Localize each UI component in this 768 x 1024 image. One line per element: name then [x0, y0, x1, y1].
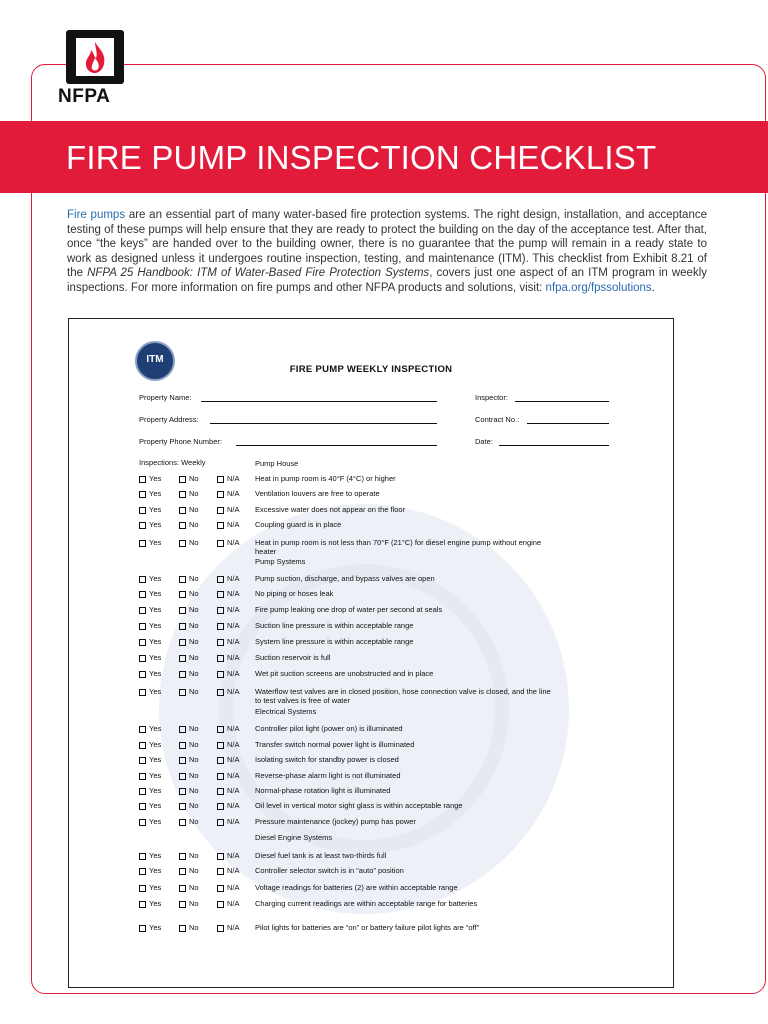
option-label: Yes [149, 505, 162, 514]
no-option[interactable] [179, 724, 199, 733]
na-option[interactable] [217, 851, 240, 860]
option-label: Yes [149, 786, 162, 795]
checkbox-icon[interactable] [139, 788, 146, 795]
item-text: Voltage readings for batteries (2) are within acceptable range [255, 883, 458, 892]
no-option[interactable] [179, 923, 199, 932]
option-label: No [189, 786, 199, 795]
checkbox-icon[interactable] [179, 689, 186, 696]
option-label: N/A [227, 653, 240, 662]
yes-option[interactable] [139, 589, 161, 598]
no-option[interactable] [179, 520, 199, 529]
no-option[interactable] [179, 621, 199, 630]
item-text: Suction line pressure is within acceptable range [255, 621, 414, 630]
flame-icon [76, 38, 114, 76]
option-label: N/A [227, 899, 240, 908]
checkbox-icon[interactable] [179, 788, 186, 795]
option-label: Yes [149, 866, 162, 875]
checkbox-icon[interactable] [139, 540, 146, 547]
yes-option[interactable] [139, 621, 161, 630]
item-text: Pilot lights for batteries are “on” or battery failure pilot lights are “off” [255, 923, 480, 932]
na-option[interactable] [217, 866, 240, 875]
handbook-title: NFPA 25 Handbook: ITM of Water-Based Fire Protection Systems [87, 267, 430, 280]
option-label: No [189, 621, 199, 630]
checkbox-icon[interactable] [179, 655, 186, 662]
option-label: No [189, 637, 199, 646]
item-text: Heat in pump room is not less than 70°F (21°C) for diesel engine pump without engine heater [255, 538, 542, 556]
option-label: N/A [227, 687, 240, 696]
checkbox-icon[interactable] [217, 491, 224, 498]
checkbox-icon[interactable] [179, 868, 186, 875]
item-text: Oil level in vertical motor sight glass is within acceptable range [255, 801, 463, 810]
checkbox-icon[interactable] [139, 742, 146, 749]
yes-option[interactable] [139, 505, 161, 514]
intro-text-1: are an essential part of many water-based fire protection systems. The right design, installation, and acceptance testing of these pumps will help ensure that they are ready to protect the building on the day of the acceptance test. After that, once “the keys” are handed over to the building owner, there is no guarantee that the pump will remain in a ready state to work as designed unless it undergoes routine inspection, testing, and maintenance (ITM). This checklist from Exhibit 8.21 of the [67, 209, 707, 280]
option-label: No [189, 801, 199, 810]
option-label: N/A [227, 574, 240, 583]
checkbox-icon[interactable] [217, 623, 224, 630]
contract-no-field[interactable] [527, 423, 609, 424]
checkbox-icon[interactable] [217, 655, 224, 662]
na-option[interactable] [217, 786, 240, 795]
yes-option[interactable] [139, 637, 161, 646]
checkbox-icon[interactable] [139, 576, 146, 583]
option-label: Yes [149, 899, 162, 908]
property-phone-label: Property Phone Number: [139, 437, 222, 446]
checkbox-icon[interactable] [217, 671, 224, 678]
checkbox-icon[interactable] [217, 639, 224, 646]
checkbox-icon[interactable] [179, 901, 186, 908]
item-text: Wet pit suction screens are unobstructed and in place [255, 669, 434, 678]
checkbox-icon[interactable] [217, 868, 224, 875]
option-label: No [189, 755, 199, 764]
fire-pumps-link[interactable]: Fire pumps [67, 209, 126, 221]
checkbox-icon[interactable] [139, 607, 146, 614]
option-label: No [189, 851, 199, 860]
option-label: Yes [149, 740, 162, 749]
option-label: No [189, 866, 199, 875]
option-label: No [189, 771, 199, 780]
na-option[interactable] [217, 669, 240, 678]
checkbox-icon[interactable] [139, 491, 146, 498]
option-label: No [189, 520, 199, 529]
option-label: No [189, 474, 199, 483]
yes-option[interactable] [139, 474, 161, 483]
checkbox-icon[interactable] [179, 639, 186, 646]
option-label: N/A [227, 740, 240, 749]
checkbox-icon[interactable] [179, 925, 186, 932]
checkbox-icon[interactable] [179, 507, 186, 514]
checkbox-icon[interactable] [217, 540, 224, 547]
no-option[interactable] [179, 637, 199, 646]
yes-option[interactable] [139, 771, 161, 780]
item-text: Isolating switch for standby power is closed [255, 755, 399, 764]
property-phone-field[interactable] [236, 445, 437, 446]
na-option[interactable] [217, 687, 240, 696]
checkbox-icon[interactable] [179, 491, 186, 498]
yes-option[interactable] [139, 899, 161, 908]
na-option[interactable] [217, 489, 240, 498]
checkbox-icon[interactable] [179, 540, 186, 547]
checkbox-icon[interactable] [217, 773, 224, 780]
checkbox-icon[interactable] [179, 803, 186, 810]
checkbox-icon[interactable] [217, 607, 224, 614]
option-label: No [189, 589, 199, 598]
inspections-label: Inspections: Weekly [139, 458, 206, 467]
checkbox-icon[interactable] [217, 885, 224, 892]
no-option[interactable] [179, 899, 199, 908]
date-field[interactable] [499, 445, 609, 446]
checkbox-icon[interactable] [139, 639, 146, 646]
title-banner [0, 121, 768, 193]
form-title: FIRE PUMP WEEKLY INSPECTION [289, 364, 453, 375]
option-label: No [189, 669, 199, 678]
na-option[interactable] [217, 505, 240, 514]
option-label: Yes [149, 520, 162, 529]
no-option[interactable] [179, 653, 199, 662]
item-text: Pressure maintenance (jockey) pump has power [255, 817, 416, 826]
no-option[interactable] [179, 538, 199, 547]
checkbox-icon[interactable] [139, 476, 146, 483]
logo-text: NFPA [58, 86, 111, 107]
na-option[interactable] [217, 883, 240, 892]
seal-text: ITM [146, 354, 164, 365]
checkbox-icon[interactable] [217, 925, 224, 932]
option-label: Yes [149, 538, 162, 547]
item-text: Transfer switch normal power light is illuminated [255, 740, 415, 749]
itm-seal [135, 341, 175, 381]
option-label: Yes [149, 653, 162, 662]
item-text: System line pressure is within acceptable range [255, 637, 414, 646]
option-label: Yes [149, 755, 162, 764]
no-option[interactable] [179, 489, 199, 498]
checkbox-icon[interactable] [179, 742, 186, 749]
na-option[interactable] [217, 637, 240, 646]
checkbox-icon[interactable] [179, 591, 186, 598]
option-label: No [189, 653, 199, 662]
checkbox-icon[interactable] [179, 819, 186, 826]
item-text: Excessive water does not appear on the floor [255, 505, 406, 514]
checkbox-icon[interactable] [139, 689, 146, 696]
yes-option[interactable] [139, 687, 161, 696]
option-label: Yes [149, 605, 162, 614]
yes-option[interactable] [139, 669, 161, 678]
no-option[interactable] [179, 669, 199, 678]
option-label: No [189, 899, 199, 908]
option-label: No [189, 605, 199, 614]
option-label: Yes [149, 771, 162, 780]
option-label: Yes [149, 574, 162, 583]
checkbox-icon[interactable] [139, 885, 146, 892]
option-label: Yes [149, 621, 162, 630]
na-option[interactable] [217, 899, 240, 908]
weekly-inspection-form [68, 318, 674, 988]
option-label: Yes [149, 801, 162, 810]
no-option[interactable] [179, 755, 199, 764]
yes-option[interactable] [139, 755, 161, 764]
checkbox-icon[interactable] [217, 757, 224, 764]
option-label: N/A [227, 637, 240, 646]
option-label: No [189, 538, 199, 547]
no-option[interactable] [179, 574, 199, 583]
checkbox-icon[interactable] [139, 853, 146, 860]
fpssolutions-link[interactable]: nfpa.org/fpssolutions [545, 281, 652, 294]
checkbox-icon[interactable] [139, 773, 146, 780]
option-label: No [189, 740, 199, 749]
no-option[interactable] [179, 771, 199, 780]
no-option[interactable] [179, 866, 199, 875]
yes-option[interactable] [139, 740, 161, 749]
checkbox-icon[interactable] [217, 819, 224, 826]
option-label: Yes [149, 589, 162, 598]
na-option[interactable] [217, 923, 240, 932]
section-header: Electrical Systems [255, 707, 317, 716]
item-text: Diesel fuel tank is at least two-thirds full [255, 851, 387, 860]
yes-option[interactable] [139, 574, 161, 583]
option-label: N/A [227, 883, 240, 892]
property-address-field[interactable] [210, 423, 437, 424]
item-text: Controller pilot light (power on) is illuminated [255, 724, 403, 733]
checkbox-icon[interactable] [217, 901, 224, 908]
no-option[interactable] [179, 740, 199, 749]
checkbox-icon[interactable] [179, 726, 186, 733]
item-text: Ventilation louvers are free to operate [255, 489, 380, 498]
property-address-label: Property Address: [139, 415, 199, 424]
option-label: Yes [149, 489, 162, 498]
option-label: N/A [227, 538, 240, 547]
na-option[interactable] [217, 520, 240, 529]
no-option[interactable] [179, 786, 199, 795]
option-label: N/A [227, 866, 240, 875]
na-option[interactable] [217, 755, 240, 764]
item-text: Fire pump leaking one drop of water per second at seals [255, 605, 443, 614]
option-label: No [189, 817, 199, 826]
option-label: Yes [149, 851, 162, 860]
checkbox-icon[interactable] [179, 607, 186, 614]
option-label: N/A [227, 520, 240, 529]
checkbox-icon[interactable] [179, 671, 186, 678]
na-option[interactable] [217, 740, 240, 749]
date-label: Date: [475, 437, 493, 446]
option-label: N/A [227, 817, 240, 826]
na-option[interactable] [217, 817, 240, 826]
option-label: No [189, 923, 199, 932]
intro-text-2: , covers just one aspect of an ITM program in weekly inspections. For more information on fire pumps and other NFPA products and solutions, visit: [67, 267, 708, 294]
checkbox-icon[interactable] [139, 655, 146, 662]
option-label: N/A [227, 724, 240, 733]
item-text: Charging current readings are within acceptable range for batteries [255, 899, 478, 908]
option-label: N/A [227, 505, 240, 514]
na-option[interactable] [217, 538, 240, 547]
item-text: Reverse-phase alarm light is not illuminated [255, 771, 401, 780]
na-option[interactable] [217, 801, 240, 810]
na-option[interactable] [217, 605, 240, 614]
checkbox-icon[interactable] [217, 742, 224, 749]
na-option[interactable] [217, 771, 240, 780]
checkbox-icon[interactable] [139, 507, 146, 514]
checkbox-icon[interactable] [139, 901, 146, 908]
checkbox-icon[interactable] [139, 623, 146, 630]
yes-option[interactable] [139, 801, 161, 810]
yes-option[interactable] [139, 724, 161, 733]
option-label: No [189, 574, 199, 583]
checkbox-icon[interactable] [179, 885, 186, 892]
item-text: No piping or hoses leak [255, 589, 334, 598]
yes-option[interactable] [139, 786, 161, 795]
option-label: Yes [149, 724, 162, 733]
option-label: No [189, 687, 199, 696]
option-label: N/A [227, 605, 240, 614]
no-option[interactable] [179, 505, 199, 514]
no-option[interactable] [179, 605, 199, 614]
intro-text-3: . [651, 281, 655, 294]
no-option[interactable] [179, 883, 199, 892]
contract-no-label: Contract No.: [475, 415, 520, 424]
checkbox-icon[interactable] [217, 522, 224, 529]
no-option[interactable] [179, 687, 199, 696]
option-label: Yes [149, 474, 162, 483]
no-option[interactable] [179, 801, 199, 810]
item-text: Coupling guard is in place [255, 520, 342, 529]
option-label: No [189, 724, 199, 733]
option-label: N/A [227, 589, 240, 598]
inspector-field[interactable] [515, 401, 609, 402]
yes-option[interactable] [139, 653, 161, 662]
na-option[interactable] [217, 589, 240, 598]
option-label: N/A [227, 801, 240, 810]
option-label: N/A [227, 923, 240, 932]
na-option[interactable] [217, 653, 240, 662]
checkbox-icon[interactable] [217, 507, 224, 514]
na-option[interactable] [217, 474, 240, 483]
option-label: Yes [149, 687, 162, 696]
checkbox-icon[interactable] [217, 788, 224, 795]
section-header: Diesel Engine Systems [255, 833, 333, 842]
checkbox-icon[interactable] [179, 476, 186, 483]
intro-paragraph [67, 208, 707, 296]
checkbox-icon[interactable] [179, 576, 186, 583]
na-option[interactable] [217, 621, 240, 630]
option-label: N/A [227, 786, 240, 795]
checkbox-icon[interactable] [139, 591, 146, 598]
na-option[interactable] [217, 574, 240, 583]
checkbox-icon[interactable] [217, 803, 224, 810]
yes-option[interactable] [139, 538, 161, 547]
item-text: Normal-phase rotation light is illuminated [255, 786, 391, 795]
yes-option[interactable] [139, 520, 161, 529]
checkbox-icon[interactable] [179, 757, 186, 764]
checkbox-icon[interactable] [139, 925, 146, 932]
checkbox-icon[interactable] [179, 522, 186, 529]
yes-option[interactable] [139, 851, 161, 860]
option-label: N/A [227, 755, 240, 764]
option-label: Yes [149, 817, 162, 826]
yes-option[interactable] [139, 866, 161, 875]
checkbox-icon[interactable] [179, 773, 186, 780]
option-label: No [189, 505, 199, 514]
checkbox-icon[interactable] [139, 726, 146, 733]
yes-option[interactable] [139, 489, 161, 498]
checkbox-icon[interactable] [217, 726, 224, 733]
option-label: Yes [149, 669, 162, 678]
no-option[interactable] [179, 589, 199, 598]
no-option[interactable] [179, 851, 199, 860]
option-label: N/A [227, 489, 240, 498]
item-text: Heat in pump room is 40°F (4°C) or higher [255, 474, 396, 483]
option-label: N/A [227, 474, 240, 483]
na-option[interactable] [217, 724, 240, 733]
no-option[interactable] [179, 474, 199, 483]
item-text: Controller selector switch is in “auto” position [255, 866, 404, 875]
no-option[interactable] [179, 817, 199, 826]
checkbox-icon[interactable] [139, 671, 146, 678]
option-label: No [189, 883, 199, 892]
checkbox-icon[interactable] [139, 819, 146, 826]
option-label: N/A [227, 669, 240, 678]
checkbox-icon[interactable] [179, 623, 186, 630]
item-text: Suction reservoir is full [255, 653, 331, 662]
checkbox-icon[interactable] [139, 868, 146, 875]
item-text: Waterflow test valves are in closed position, hose connection valve is closed, and the line to test valves is free of water [255, 687, 551, 705]
section-header: Pump Systems [255, 557, 306, 566]
yes-option[interactable] [139, 883, 161, 892]
logo-frame [66, 30, 124, 84]
page-title: FIRE PUMP INSPECTION CHECKLIST [66, 139, 657, 176]
checkbox-icon[interactable] [179, 853, 186, 860]
checkbox-icon[interactable] [217, 476, 224, 483]
checkbox-icon[interactable] [139, 803, 146, 810]
checkbox-icon[interactable] [217, 591, 224, 598]
option-label: Yes [149, 923, 162, 932]
option-label: Yes [149, 883, 162, 892]
checkbox-icon[interactable] [139, 757, 146, 764]
option-label: N/A [227, 621, 240, 630]
nfpa-logo [58, 30, 132, 107]
option-label: No [189, 489, 199, 498]
property-name-field[interactable] [201, 401, 437, 402]
yes-option[interactable] [139, 923, 161, 932]
yes-option[interactable] [139, 817, 161, 826]
checkbox-icon[interactable] [217, 689, 224, 696]
checkbox-icon[interactable] [217, 576, 224, 583]
inspector-label: Inspector: [475, 393, 508, 402]
option-label: Yes [149, 637, 162, 646]
yes-option[interactable] [139, 605, 161, 614]
checkbox-icon[interactable] [139, 522, 146, 529]
item-text: Pump suction, discharge, and bypass valves are open [255, 574, 435, 583]
option-label: N/A [227, 851, 240, 860]
section-header: Pump House [255, 459, 299, 468]
option-label: N/A [227, 771, 240, 780]
property-name-label: Property Name: [139, 393, 192, 402]
checkbox-icon[interactable] [217, 853, 224, 860]
